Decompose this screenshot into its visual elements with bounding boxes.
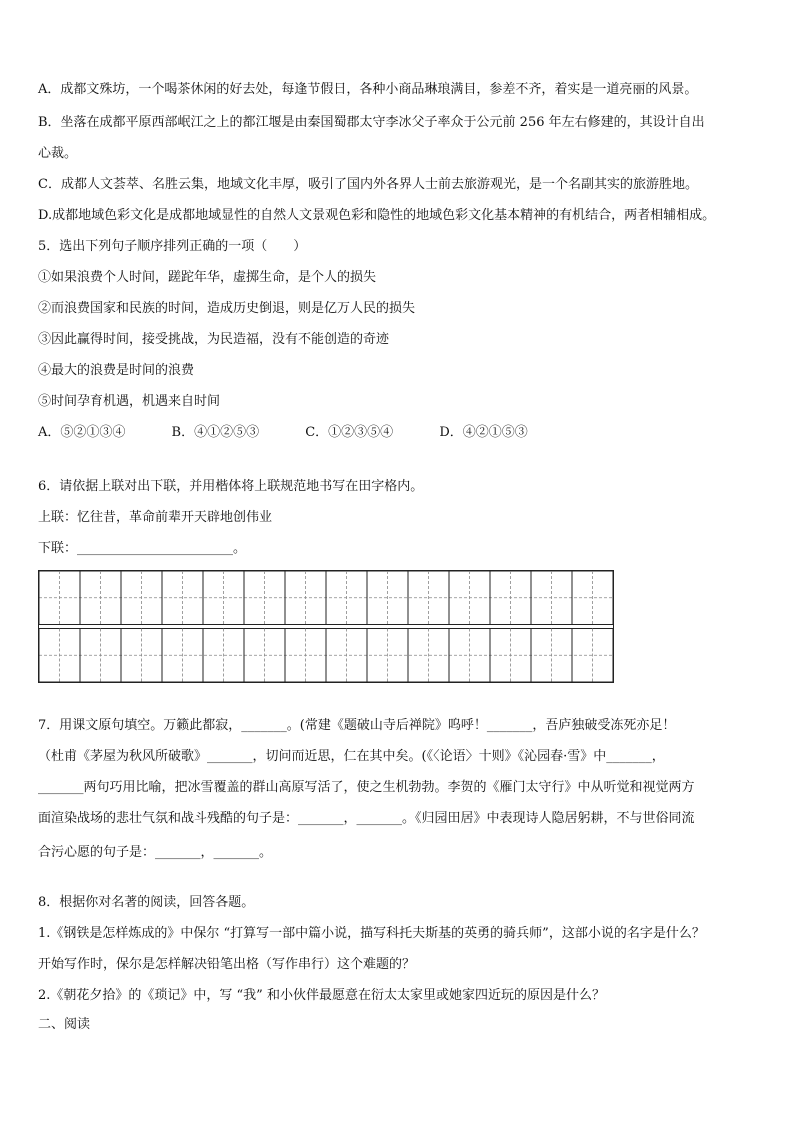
q7-line-1: 7．用课文原句填空。万籁此都寂，_______。(常建《题破山寺后禅院》呜呼！_______，吾庐独破受冻死亦足！ xyxy=(38,718,676,733)
q5-item-1: ①如果浪费个人时间，蹉跎年华，虚掷生命，是个人的损失 xyxy=(38,270,377,285)
section-heading: 二、阅读 xyxy=(38,1017,91,1032)
q4-option-a: A．成都文殊坊，一个喝茶休闲的好去处，每逢节假日，各种小商品琳琅满目，参差不齐，着实是一道亮丽的风景。 xyxy=(38,82,698,97)
q7-line-3: _______两句巧用比喻，把冰雪覆盖的群山高原写活了，使之生机勃勃。李贺的《雁门太守行》中从听觉和视觉两方 xyxy=(38,780,695,795)
q8-line-3: 2.《朝花夕拾》的《琐记》中，写 “我” 和小伙伴最愿意在衍太太家里或她家四近玩的原因是什么？ xyxy=(38,988,605,1003)
q5-item-5: ⑤时间孕育机遇，机遇来自时间 xyxy=(38,394,221,409)
q5-option-d: D．④②①⑤③ xyxy=(439,425,528,440)
q4-option-b-line1: B．坐落在成都平原西部岷江之上的都江堰是由秦国蜀郡太守李冰父子率众于公元前 256 年左右修建的，其设计自出 xyxy=(38,115,705,130)
q6-lower-couplet: 下联：________________________。 xyxy=(38,541,247,556)
q8-stem: 8．根据你对名著的阅读，回答各题。 xyxy=(38,895,255,910)
q5-option-b: B．④①②⑤③ xyxy=(171,425,260,440)
q5-item-3: ③因此赢得时间，接受挑战，为民造福，没有不能创造的奇迹 xyxy=(38,332,390,347)
q6-stem: 6．请依据上联对出下联，并用楷体将上联规范地书写在田字格内。 xyxy=(38,479,424,494)
q4-option-d: D.成都地域色彩文化是成都地域显性的自然人文景观色彩和隐性的地域色彩文化基本精神的有机结合，两者相辅相成。 xyxy=(38,208,716,223)
q5-options xyxy=(38,423,760,443)
q5-stem: 5．选出下列句子顺序排列正确的一项（ ） xyxy=(38,239,307,254)
q8-line-2: 开始写作时，保尔是怎样解决铅笔出格（写作串行）这个难题的？ xyxy=(38,957,416,972)
q7-line-5: 合污心愿的句子是：_______，_______。 xyxy=(38,845,273,860)
tianzige-grid[interactable] xyxy=(38,570,614,683)
q5-item-2: ②而浪费国家和民族的时间，造成历史倒退，则是亿万人民的损失 xyxy=(38,301,416,316)
q5-item-4: ④最大的浪费是时间的浪费 xyxy=(38,363,195,378)
q6-upper-couplet: 上联：忆往昔，革命前辈开天辟地创伟业 xyxy=(38,510,273,525)
q8-line-1: 1.《钢铁是怎样炼成的》中保尔 “打算写一部中篇小说，描写科托夫斯基的英勇的骑兵师”，这部小说的名字是什么？ xyxy=(38,926,705,941)
q7-line-2: （杜甫《茅屋为秋风所破歌》_______，切问而近思，仁在其中矣。(《〈论语〉十则》《沁园春·雪》中_______， xyxy=(38,749,665,764)
q4-option-c: C．成都人文荟萃、名胜云集，地域文化丰厚，吸引了国内外各界人士前去旅游观光，是一个名副其实的旅游胜地。 xyxy=(38,177,698,192)
q4-option-b-line2: 心裁。 xyxy=(38,146,78,161)
q5-option-a: A．⑤②①③④ xyxy=(38,425,126,440)
q7-line-4: 面渲染战场的悲壮气氛和战斗残酷的句子是：_______，_______。《归园田居》中表现诗人隐居躬耕，不与世俗同流 xyxy=(38,811,695,826)
tianzige-grid-lines xyxy=(39,571,613,682)
q5-option-c: C．①②③⑤④ xyxy=(305,425,394,440)
